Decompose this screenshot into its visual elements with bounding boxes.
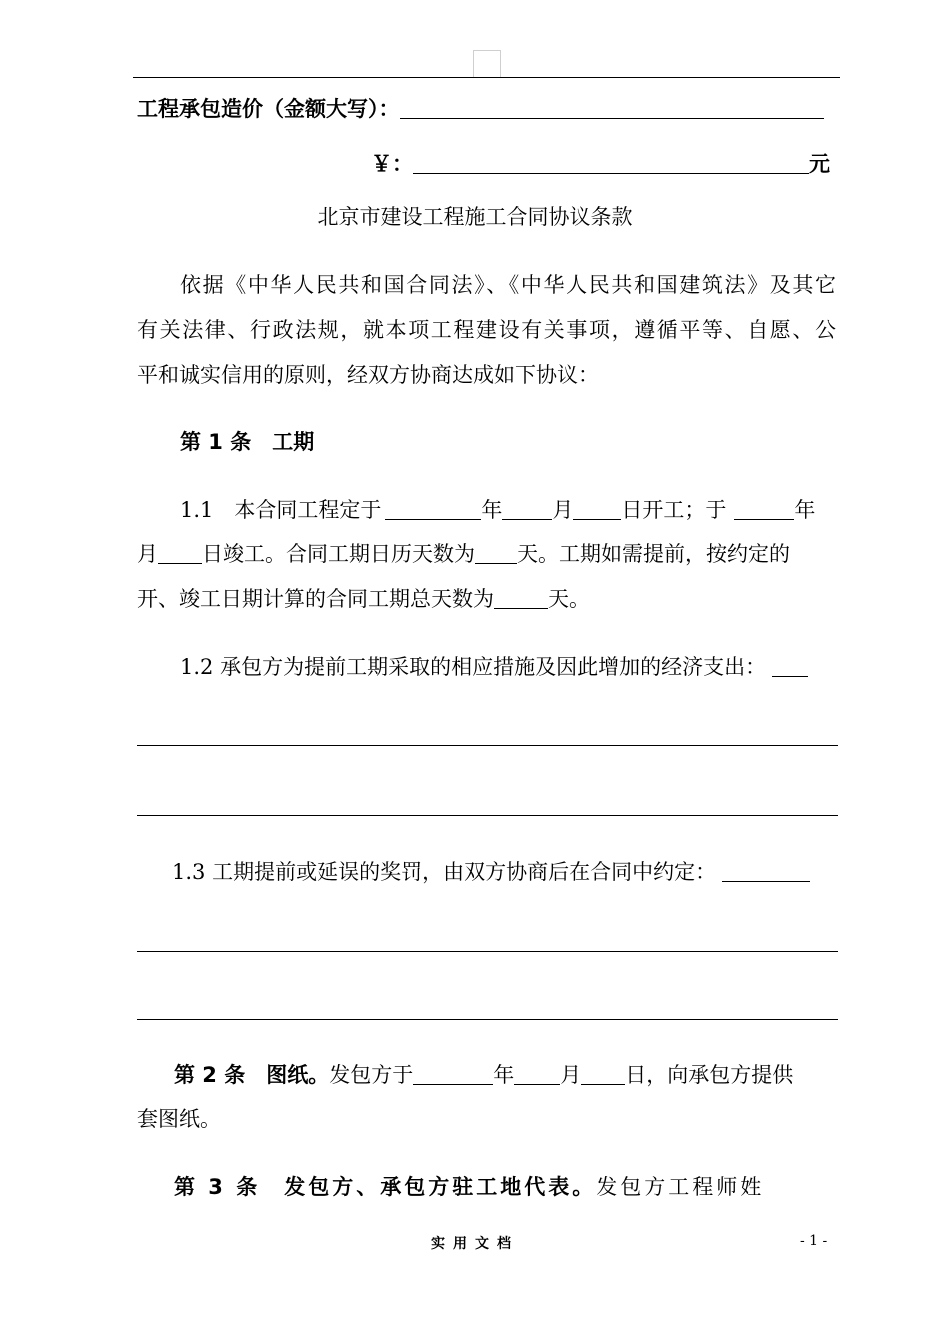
article-1-heading: 第 1 条 工期 <box>180 430 315 454</box>
clause-1-1-line-3 <box>137 585 590 613</box>
article-2-year-label: 年 <box>493 1063 515 1087</box>
article-2-line-1 <box>174 1061 793 1089</box>
start-month-blank <box>502 497 552 520</box>
price-blank <box>400 96 824 119</box>
yen-label: ￥： <box>371 152 413 176</box>
article-2-line-2: 套图纸。 <box>137 1107 221 1131</box>
intro-line-1: 依据《中华人民共和国合同法》、《中华人民共和国建筑法》及其它 <box>180 273 836 297</box>
drawings-day-blank <box>581 1062 625 1085</box>
month-label: 月 <box>552 498 574 522</box>
intro-line-3: 平和诚实信用的原则，经双方协商达成如下协议： <box>137 363 599 387</box>
start-day-blank <box>573 497 621 520</box>
year-label-2: 年 <box>794 498 816 522</box>
drawings-year-blank <box>413 1062 493 1085</box>
header-placeholder-box <box>473 50 501 78</box>
clause-1-3-blank <box>722 859 810 882</box>
clause-1-3-text: 1.3 工期提前或延误的奖罚，由双方协商后在合同中约定： <box>172 860 717 884</box>
clause-1-2-line <box>180 653 808 681</box>
drawings-month-blank <box>514 1062 560 1085</box>
month-label-2: 月 <box>137 542 158 566</box>
end-year-blank <box>734 497 794 520</box>
year-label: 年 <box>481 498 503 522</box>
clause-1-1-text-i: 开、竣工日期计算的合同工期总天数为 <box>137 587 494 611</box>
fill-line-4 <box>137 1019 838 1020</box>
total-days-blank <box>494 586 548 609</box>
yen-line <box>371 150 830 178</box>
calendar-days-blank <box>475 541 517 564</box>
clause-1-1-line-2 <box>137 540 790 568</box>
price-line <box>137 95 824 123</box>
article-2-heading: 第 2 条 图纸。 <box>174 1063 330 1087</box>
yuan-label: 元 <box>809 152 830 176</box>
fill-line-1 <box>137 745 838 746</box>
footer-label: 实用文档 <box>431 1236 519 1252</box>
clause-1-1-text-g: 日竣工。合同工期日历天数为 <box>202 542 475 566</box>
header-rule <box>133 77 840 78</box>
article-3-line-1 <box>174 1173 838 1201</box>
document-title: 北京市建设工程施工合同协议条款 <box>317 205 633 229</box>
clause-1-1-text-d: 日开工；于 <box>621 498 727 522</box>
page-number: - 1 - <box>800 1233 828 1249</box>
clause-1-1-text-j: 天。 <box>548 587 590 611</box>
clause-1-2-blank <box>772 654 808 677</box>
clause-1-2-text: 1.2 承包方为提前工期采取的相应措施及因此增加的经济支出： <box>180 655 767 679</box>
article-2-text-a: 发包方于 <box>329 1063 414 1087</box>
article-3-heading: 第 3 条 发包方、承包方驻工地代表。 <box>174 1175 597 1199</box>
article-2-month-label: 月 <box>560 1063 582 1087</box>
clause-1-1-text-a: 1.1 本合同工程定于 <box>180 498 382 522</box>
clause-1-3-line <box>172 858 810 886</box>
fill-line-2 <box>137 815 838 816</box>
price-label: 工程承包造价（金额大写）： <box>137 97 400 121</box>
article-3-text: 发包方工程师姓 <box>596 1175 765 1199</box>
clause-1-1-text-h: 天。工期如需提前，按约定的 <box>517 542 790 566</box>
start-year-blank <box>385 497 481 520</box>
article-2-text-d: 日，向承包方提供 <box>625 1063 794 1087</box>
fill-line-3 <box>137 951 838 952</box>
intro-line-2: 有关法律、行政法规，就本项工程建设有关事项，遵循平等、自愿、公 <box>137 318 836 342</box>
clause-1-1-line-1 <box>180 496 815 524</box>
end-day-blank <box>158 541 202 564</box>
yen-blank <box>413 151 809 174</box>
